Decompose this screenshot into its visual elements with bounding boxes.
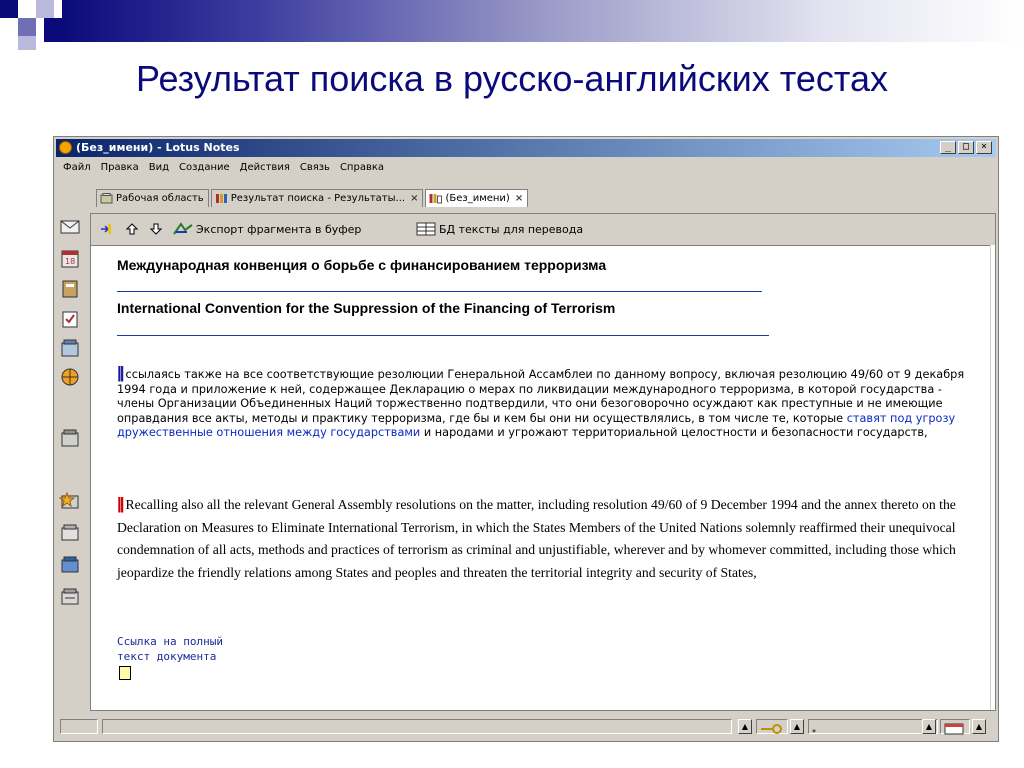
mail-icon[interactable] <box>59 217 81 237</box>
doclink-icon[interactable] <box>119 666 131 680</box>
paragraph-english-text: Recalling also all the relevant General Assembly resolutions on the matter, including resolution 49/60 of 9 December 1994 and the annex thereto on the Declaration on Measures to Eliminate International Terrorism, in which the States Members of the United Nations solemnly reaffirmed their unequivocal condemnation of all acts, methods and practices of terrorism as criminal and unjustifiable, wherever and by whomever committed, including those which jeopardize the friendly relations among States and peoples and threaten the territorial integrity and security of States, <box>117 497 956 580</box>
database-stack-icon[interactable] <box>59 339 81 359</box>
document-area <box>90 213 996 711</box>
tab-close-icon[interactable]: × <box>514 192 524 204</box>
tab-label: Результат поиска - Результаты... <box>230 192 406 204</box>
heading-english: International Convention for the Suppression of the Financing of Terrorism <box>117 300 616 316</box>
paragraph-marker: || <box>117 494 123 513</box>
slide-header-bar <box>62 0 1024 42</box>
menu-view[interactable]: Вид <box>148 162 169 173</box>
status-up-arrow-icon[interactable]: ▲ <box>972 719 986 734</box>
maximize-button[interactable]: □ <box>958 141 974 154</box>
menu-help[interactable]: Справка <box>339 162 385 173</box>
action-bar <box>91 214 995 246</box>
inbox-icon[interactable] <box>940 719 970 734</box>
paragraph-russian-text: и народами и угрожают территориальной целостности и безопасности государств, <box>420 426 928 439</box>
menu-edit[interactable]: Правка <box>100 162 139 173</box>
menu-create[interactable]: Создание <box>178 162 230 173</box>
status-up-arrow-icon[interactable]: ▲ <box>922 719 936 734</box>
highlighted-phrase-link[interactable]: ставят под угрозу дружественные отношения между государствами <box>117 411 956 439</box>
window-tabs <box>96 189 530 208</box>
export-icon <box>173 222 193 236</box>
db-texts-label: БД тексты для перевода <box>439 222 584 236</box>
heading-russian: Международная конвенция о борьбе с финансированием терроризма <box>117 257 607 273</box>
tab-label: (Без_имени) <box>445 192 510 204</box>
lotus-notes-window <box>53 136 999 742</box>
svg-text:18: 18 <box>65 257 76 266</box>
db-texts-button[interactable] <box>416 222 583 236</box>
window-title: (Без_имени) - Lotus Notes <box>76 141 240 154</box>
status-bar <box>56 715 996 737</box>
location-field-text: * <box>812 728 816 737</box>
slide-title: Результат поиска в русско-английских тестах <box>136 58 888 99</box>
export-fragment-button[interactable] <box>173 222 361 236</box>
paragraph-russian-text: ссылаясь также на все соответствующие резолюции Генеральной Ассамблеи по данному вопросу, включая резолюцию 49/60 от 9 декабря 1994 года и приложение к ней, содержащее Декларацию о мерах по ликвидации международного терроризма, в которой государства - члены Организации Объединенных Наций торжественно подтвердили, что они безоговорочно осуждают как преступные и не имеющие оправдания все акты, методы и практику терроризма, где бы и кем бы они ни осуществлялись, в том числе те, которые <box>117 368 965 425</box>
tab-search-results[interactable] <box>211 189 424 207</box>
full-text-link[interactable]: Ссылка на полный текст документа <box>117 635 223 663</box>
tab-workspace[interactable] <box>96 189 209 207</box>
lotus-notes-icon <box>59 141 72 154</box>
database-icon[interactable] <box>59 429 81 449</box>
menu-file[interactable]: Файл <box>63 162 91 173</box>
arrow-down-icon[interactable] <box>149 222 163 236</box>
folder-icon[interactable] <box>59 523 81 543</box>
address-book-icon[interactable] <box>59 279 81 299</box>
status-up-arrow-icon[interactable]: ▲ <box>790 719 804 734</box>
tab-untitled-document[interactable] <box>425 189 528 207</box>
menu-bar <box>58 160 389 176</box>
heading-divider <box>117 335 769 336</box>
workspace-icon <box>100 193 113 204</box>
heading-divider <box>117 291 762 292</box>
status-message-field <box>102 719 732 734</box>
tab-label: Рабочая область <box>116 192 204 204</box>
todo-icon[interactable] <box>59 309 81 329</box>
security-key-icon[interactable] <box>756 719 788 734</box>
paragraph-english <box>117 493 977 584</box>
menu-actions[interactable]: Действия <box>239 162 290 173</box>
table-icon <box>416 222 436 236</box>
database-icon <box>215 193 228 204</box>
vertical-scrollbar[interactable] <box>990 245 995 710</box>
tab-close-icon[interactable]: × <box>410 192 419 204</box>
archive-icon[interactable] <box>59 587 81 607</box>
window-controls <box>940 141 992 154</box>
web-browser-icon[interactable] <box>59 367 81 387</box>
location-field[interactable] <box>808 719 938 737</box>
paragraph-russian <box>117 363 972 441</box>
close-button[interactable]: × <box>976 141 992 154</box>
export-fragment-label: Экспорт фрагмента в буфер <box>196 222 362 236</box>
minimize-button[interactable]: _ <box>940 141 956 154</box>
status-up-arrow-icon[interactable]: ▲ <box>738 719 752 734</box>
replication-icon[interactable] <box>59 555 81 575</box>
status-field[interactable] <box>60 719 98 734</box>
open-icon[interactable] <box>99 222 113 236</box>
arrow-up-icon[interactable] <box>125 222 139 236</box>
document-icon <box>429 193 442 204</box>
window-titlebar[interactable] <box>56 139 996 157</box>
menu-communication[interactable]: Связь <box>299 162 330 173</box>
favorites-icon[interactable] <box>59 491 81 511</box>
calendar-icon[interactable] <box>59 249 81 269</box>
paragraph-marker: || <box>117 363 123 382</box>
